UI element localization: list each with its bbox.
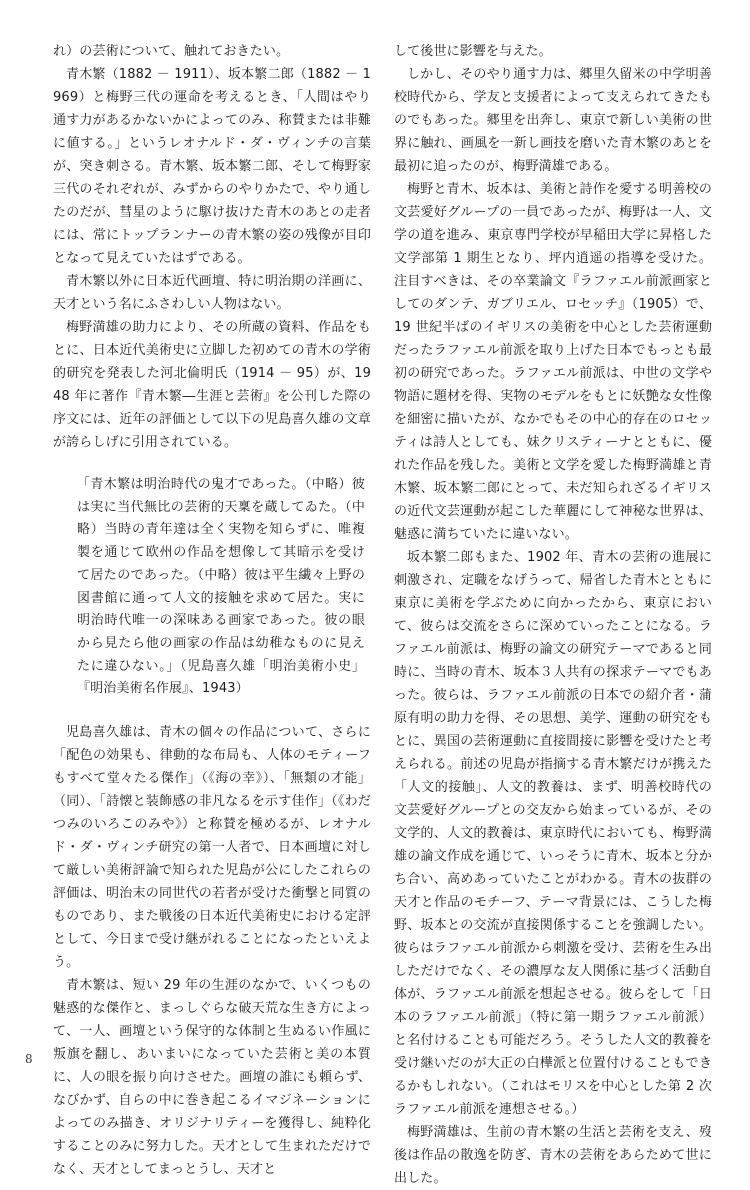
paragraph: 梅野満雄の助力により、その所蔵の資料、作品をもとに、日本近代美術史に立脚した初めての青木の学術的研究を発表した河北倫明氏（1914 － 95）が、1948 年に著作『青木繁―生涯と芸術』を公刊した際の序文には、近年の評価として以下の児島喜久雄の文章が誇らしげに引用されている。	[53, 320, 371, 450]
paragraph: しかし、そのやり通す力は、郷里久留米の中学明善校時代から、学友と支援者によって支えられてきたものでもあった。郷里を出奔し、東京で新しい美術の世界に触れ、画風を一新し画技を磨いた青木繁のあとを最初に追ったのが、梅野満雄である。	[394, 67, 712, 174]
paragraph: 坂本繁二郎もまた、1902 年、青木の芸術の進展に刺激され、定職をなげうって、帰省した青木とともに東京に美術を学ぶために向かったから、東京において、彼らは交流をさらに深めていったことになる。ラファエル前派は、梅野の論文の研究テーマであると同時に、当時の青木、坂本３人共有の探求テーマでもあった。彼らは、ラファエル前派の日本での紹介者・蒲原有明の助力を得、その思想、美学、運動の研究をもとに、異国の芸術運動に直接間接に影響を受けたと考えられる。前述の児島が指摘する青木繁だけが携えた「人文的接触」、人文的教養は、まず、明善校時代の文芸愛好グループとの交友から始まっているが、その文学的、人文的教養は、東京時代においても、梅野満雄の論文作成を通じて、いっそうに青木、坂本と分かち合い、高めあっていたことがわかる。青木の抜群の天才と作品のモチーフ、テーマ背景には、こうした梅野、坂本との交流が直接関係することを強調したい。彼らはラファエル前派から刺激を受け、芸術を生み出しただけでなく、その濃厚な友人関係に基づく活動自体が、ラファエル前派を想起させる。彼らをして「日本のラファエル前派」（特に第一期ラファエル前派）と名付けることも可能だろう。そうした人文的教養を受け継いだのが大正の白樺派と位置付けることもできるかもしれない。（これはモリスを中心とした第 2 次ラファエル前派を連想させる。）	[394, 550, 712, 1117]
paragraph: 梅野と青木、坂本は、美術と詩作を愛する明善校の文芸愛好グループの一員であったが、梅野は一人、文学の道を進み、東京専門学校が早稲田大学に昇格した文学部第 1 期生となり、坪内逍遥の指導を受けた。注目すべきは、その卒業論文『ラファエル前派画家としてのダンテ、ガブリエル、ロセッチ』（1905）で、19 世紀半ばのイギリスの美術を中心とした芸術運動だったラファエル前派を取り上げた日本でもっとも最初の研究であった。ラファエル前派は、中世の文学や物語に題材を得、実物のモデルをもとに妖艶な女性像を細密に描いたが、なかでもその中心的存在のロセッティは詩人としても、妹クリスティーナとともに、優れた作品を残した。美術と文学を愛した梅野満雄と青木繁、坂本繁二郎にとって、未だ知られざるイギリスの近代文芸運動が起こした華麗にして神秘な世界は、魅惑に満ちていたに違いない。	[394, 182, 712, 542]
left-column	[53, 40, 371, 1181]
paragraph: れ）の芸術について、触れておきたい。	[53, 44, 290, 59]
page-number: 8	[25, 1052, 33, 1066]
paragraph: 青木繁は、短い 29 年の生涯のなかで、いくつもの魅惑的な傑作と、まっしぐらな破天荒な生き方によって、一人、画壇という保守的な体制と生ぬるい作風に叛旗を翻し、あいまいになっていた芸術と美の本質に、人の眼を振り向けさせた。画壇の誰にも頼らず、なびかず、自らの中に巻き起こるイマジネーションによってのみ描き、オリジナリティーを獲得し、純粋化することのみに努力した。天才として生まれただけでなく、天才としてまっとうし、天才と	[53, 978, 371, 1178]
paragraph: 青木繁以外に日本近代画壇、特に明治期の洋画に、天才という名にふさわしい人物はない。	[53, 274, 371, 312]
paragraph: 青木繁（1882 － 1911）、坂本繁二郎（1882 － 1969）と梅野三代の運命を考えるとき、「人間はやり通す力があるかないかによってのみ、称賛または非難に値する。」というレオナルド・ダ・ヴィンチの言葉が、突き刺さる。青木繁、坂本繁二郎、そして梅野家三代のそれぞれが、みずからのやりかたで、やり通したのだが、彗星のように駆け抜けた青木のあとの走者には、常にトップランナーの青木繁の姿の残像が目印となって見えていたはずである。	[53, 67, 371, 266]
right-column	[394, 40, 712, 1190]
block-quote	[53, 474, 371, 701]
paragraph: 児島喜久雄は、青木の個々の作品について、さらに「配色の効果も、律動的な布局も、人体のモティーフもすべて堂々たる傑作」（《海の幸》）、「無類の才能」（同）、「詩懐と装飾感の非凡なるを示す佳作」（《わだつみのいろこのみや》）と称賛を極めるが、レオナルド・ダ・ヴィンチ研究の第一人者で、日本画壇に対して厳しい美術評論で知られた児島が公にしたこれらの評価は、明治末の同世代の若者が受けた衝撃と同質のものであり、また戦後の日本近代美術史における定評として、今日まで受け継がれることになったといえよう。	[53, 725, 371, 971]
paragraph: して後世に影響を与えた。	[394, 44, 552, 59]
quote-text: 「青木繁は明治時代の鬼才であった。（中略）彼は実に当代無比の芸術的天稟を蔵してゐた。（中略）当時の青年達は全く実物を知らずに、唯複製を通じて欧州の作品を想像して其暗示を受けて居たのであった。（中略）彼は平生繊々上野の図書館に通って人文的接触を求めて居た。実に明治時代唯一の深味ある画家であった。彼の眼から見たら他の画家の作品は幼稚なものに見えたに違ひない。」（児島喜久雄「明治美術小史」『明治美術名作展』、1943）	[77, 477, 365, 697]
paragraph: 梅野満雄は、生前の青木繁の生活と芸術を支え、歿後は作品の散逸を防ぎ、青木の芸術をあらためて世に出した。	[394, 1125, 712, 1186]
